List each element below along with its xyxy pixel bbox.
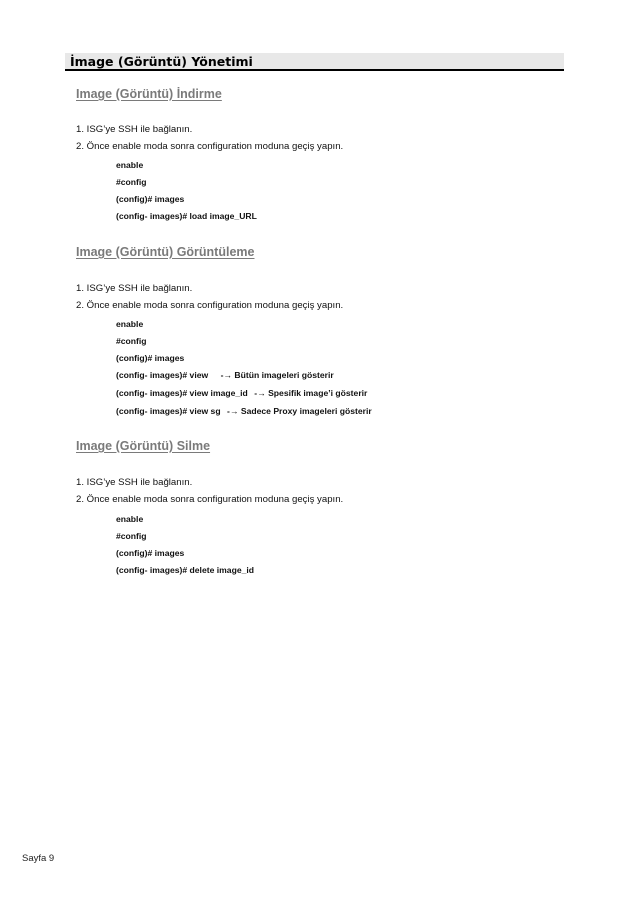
section-heading-delete: Image (Görüntü) Silme — [76, 439, 211, 453]
command-line: (config)# images — [116, 548, 185, 558]
command-line: (config- images)# load image_URL — [116, 211, 257, 221]
command-line: enable — [116, 160, 144, 170]
command-description: Spesifik image’i gösterir — [268, 388, 368, 398]
command-line-with-description — [116, 406, 372, 417]
command-text: (config- images)# view — [116, 370, 209, 380]
command-description: Bütün imageleri gösterir — [234, 370, 334, 380]
command-line: (config)# images — [116, 194, 185, 204]
step-1: 1. ISG’ye SSH ile bağlanın. — [76, 477, 193, 488]
command-line: #config — [116, 531, 147, 541]
arrow-right-icon: -→ — [220, 370, 233, 380]
step-2: 2. Önce enable moda sonra configuration moduna geçiş yapın. — [76, 300, 344, 311]
step-2: 2. Önce enable moda sonra configuration moduna geçiş yapın. — [76, 141, 344, 152]
arrow-right-icon: -→ — [226, 406, 239, 416]
step-1: 1. ISG’ye SSH ile bağlanın. — [76, 283, 193, 294]
step-2: 2. Önce enable moda sonra configuration moduna geçiş yapın. — [76, 494, 344, 505]
page-title: İmage (Görüntü) Yönetimi — [70, 54, 253, 69]
command-line: #config — [116, 336, 147, 346]
section-heading-download: Image (Görüntü) İndirme — [76, 87, 222, 101]
command-line: enable — [116, 319, 144, 329]
command-line-with-description — [116, 370, 334, 381]
command-line: #config — [116, 177, 147, 187]
command-text: (config- images)# view image_id — [116, 388, 248, 398]
command-text: (config- images)# view sg — [116, 406, 221, 416]
command-description: Sadece Proxy imageleri gösterir — [240, 406, 372, 416]
command-line: enable — [116, 514, 144, 524]
command-line: (config- images)# delete image_id — [116, 565, 255, 575]
command-line: (config)# images — [116, 353, 185, 363]
step-1: 1. ISG’ye SSH ile bağlanın. — [76, 124, 193, 135]
page-number: Sayfa 9 — [22, 853, 55, 864]
command-line-with-description — [116, 388, 367, 399]
section-heading-view: Image (Görüntü) Görüntüleme — [76, 245, 255, 259]
arrow-right-icon: -→ — [254, 388, 266, 398]
